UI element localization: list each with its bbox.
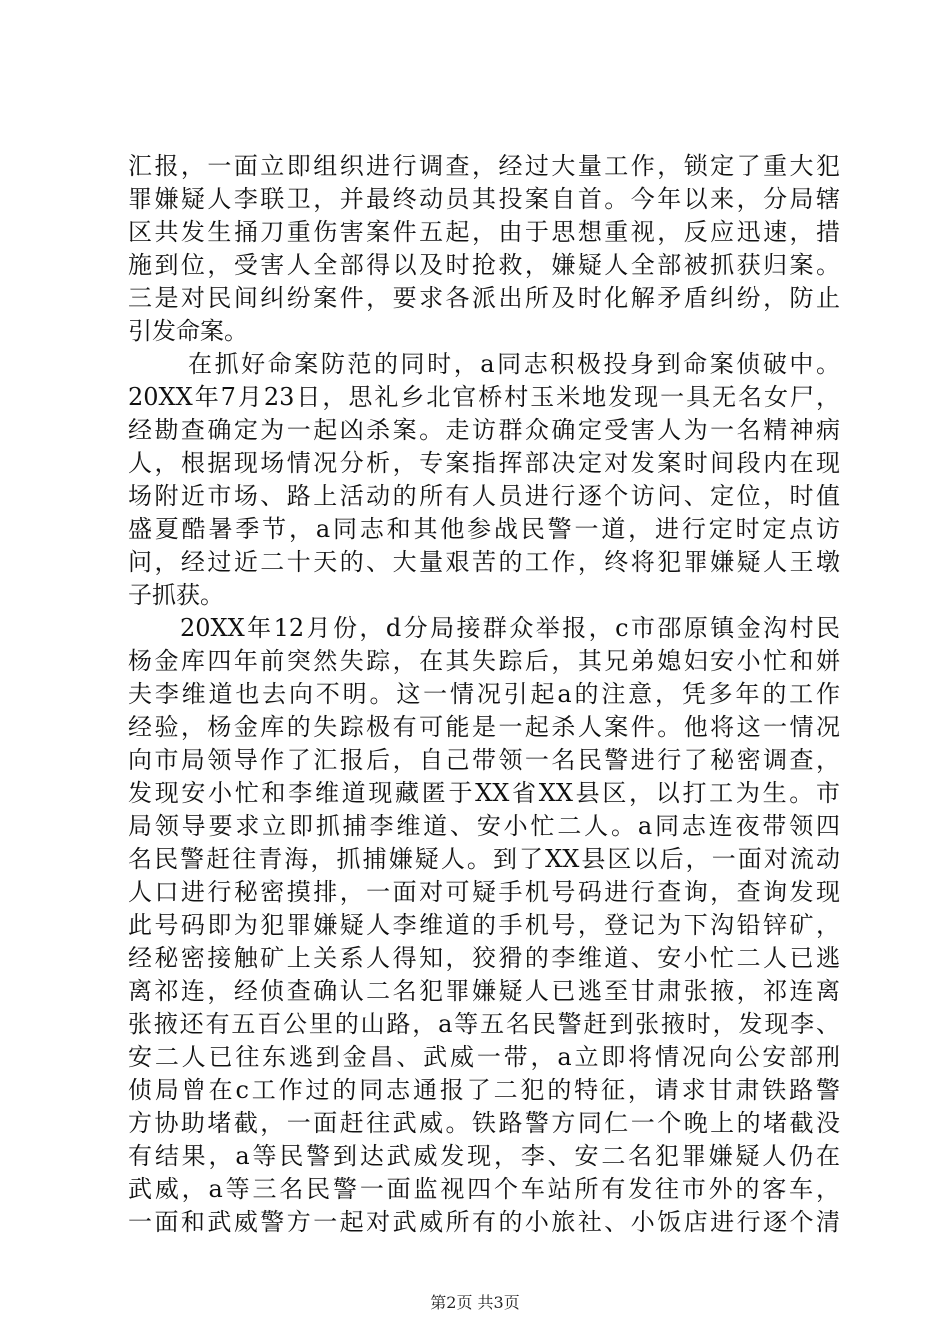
- text-line: 区共发生捅刀重伤害案件五起，由于思想重视，反应迅速，措: [128, 218, 840, 246]
- text-line: 施到位，受害人全部得以及时抢救，嫌疑人全部被抓获归案。: [128, 251, 840, 279]
- text-line: 名民警赶往青海，抓捕嫌疑人。到了XX县区以后，一面对流动: [128, 845, 840, 873]
- text-line: 离祁连，经侦查确认二名犯罪嫌疑人已逃至甘肃张掖，祁连离: [128, 977, 840, 1005]
- text-line: 经勘查确定为一起凶杀案。走访群众确定受害人为一名精神病: [128, 416, 840, 444]
- text-line: 局领导要求立即抓捕李维道、安小忙二人。a同志连夜带领四: [128, 812, 840, 840]
- text-line: 夫李维道也去向不明。这一情况引起a的注意，凭多年的工作: [128, 680, 840, 708]
- text-line: 方协助堵截，一面赶往武威。铁路警方同仁一个晚上的堵截没: [128, 1109, 840, 1137]
- text-line: 问，经过近二十天的、大量艰苦的工作，终将犯罪嫌疑人王墩: [128, 548, 840, 576]
- document-body: [128, 150, 840, 1239]
- text-line: 人口进行秘密摸排，一面对可疑手机号码进行查询，查询发现: [128, 878, 840, 906]
- text-line: 侦局曾在c工作过的同志通报了二犯的特征，请求甘肃铁路警: [128, 1076, 840, 1104]
- text-line: 此号码即为犯罪嫌疑人李维道的手机号，登记为下沟铅锌矿，: [128, 911, 840, 939]
- text-line: 经验，杨金库的失踪极有可能是一起杀人案件。他将这一情况: [128, 713, 840, 741]
- text-line: 杨金库四年前突然失踪，在其失踪后，其兄弟媳妇安小忙和姘: [128, 647, 840, 675]
- text-line: 有结果，a等民警到达武威发现，李、安二名犯罪嫌疑人仍在: [128, 1142, 840, 1170]
- paragraph-first-line: 20XX年12月份，d分局接群众举报，c市邵原镇金沟村民: [180, 614, 840, 642]
- page-footer: [0, 1290, 950, 1313]
- text-line: 场附近市场、路上活动的所有人员进行逐个访问、定位，时值: [128, 482, 840, 510]
- paragraph-first-line: 在抓好命案防范的同时，a同志积极投身到命案侦破中。: [188, 350, 840, 378]
- text-line: 向市局领导作了汇报后，自己带领一名民警进行了秘密调查，: [128, 746, 840, 774]
- text-line: 三是对民间纠纷案件，要求各派出所及时化解矛盾纠纷，防止: [128, 284, 840, 312]
- page-number: 第2页 共3页: [430, 1293, 520, 1312]
- text-line: 人，根据现场情况分析，专案指挥部决定对发案时间段内在现: [128, 449, 840, 477]
- text-line: 引发命案。: [128, 317, 248, 345]
- text-line: 一面和武威警方一起对武威所有的小旅社、小饭店进行逐个清: [128, 1208, 840, 1236]
- text-line: 20XX年7月23日，思礼乡北官桥村玉米地发现一具无名女尸，: [128, 383, 840, 411]
- text-line: 经秘密接触矿上关系人得知，狡猾的李维道、安小忙二人已逃: [128, 944, 840, 972]
- text-line: 张掖还有五百公里的山路，a等五名民警赶到张掖时，发现李、: [128, 1010, 840, 1038]
- text-line: 安二人已往东逃到金昌、武威一带，a立即将情况向公安部刑: [128, 1043, 840, 1071]
- text-line: 发现安小忙和李维道现藏匿于XX省XX县区，以打工为生。市: [128, 779, 840, 807]
- text-line: 武威，a等三名民警一面监视四个车站所有发往市外的客车，: [128, 1175, 840, 1203]
- text-line: 罪嫌疑人李联卫，并最终动员其投案自首。今年以来，分局辖: [128, 185, 840, 213]
- text-line: 汇报，一面立即组织进行调查，经过大量工作，锁定了重大犯: [128, 152, 840, 180]
- text-line: 盛夏酷暑季节，a同志和其他参战民警一道，进行定时定点访: [128, 515, 840, 543]
- text-line: 子抓获。: [128, 581, 224, 609]
